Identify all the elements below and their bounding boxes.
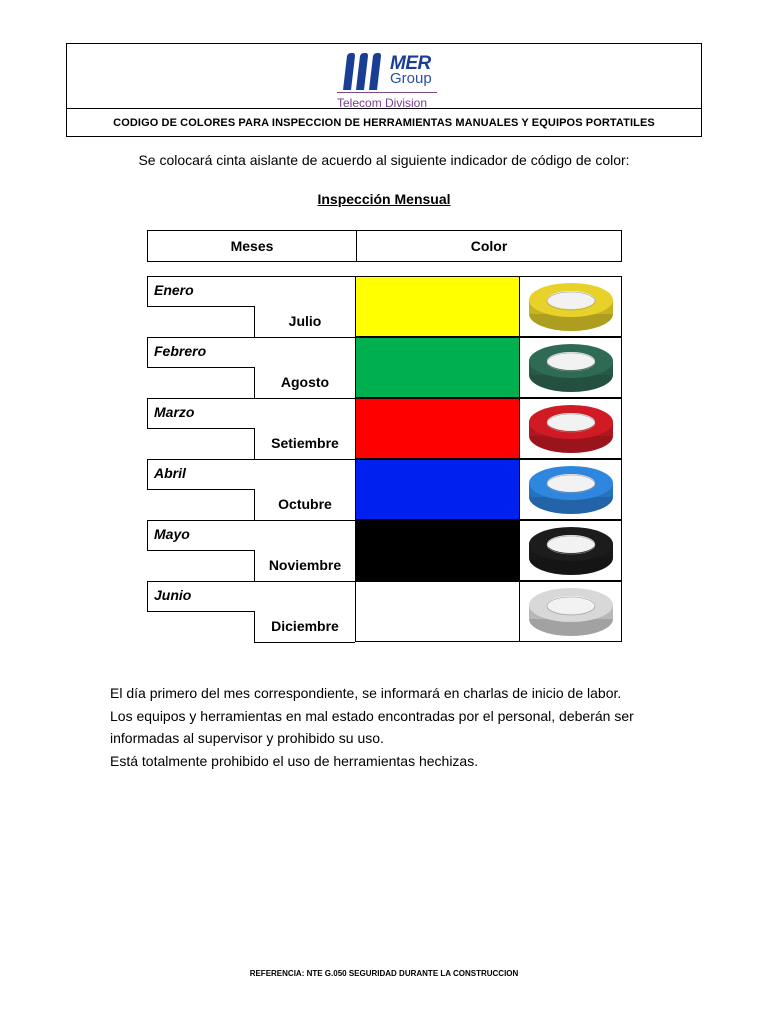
row-divider (147, 489, 255, 490)
white-tape-icon (526, 585, 616, 639)
table-row (147, 276, 622, 337)
row-divider (147, 581, 355, 582)
month-first-half: Enero (154, 282, 194, 298)
color-swatch (355, 337, 520, 398)
color-swatch (355, 398, 520, 459)
yellow-tape-icon (526, 280, 616, 334)
row-divider (147, 520, 355, 521)
table-row (147, 520, 622, 581)
intro-text: Se colocará cinta aislante de acuerdo al siguiente indicador de código de color: (138, 152, 630, 168)
footer-reference: REFERENCIA: NTE G.050 SEGURIDAD DURANTE LA CONSTRUCCION (249, 969, 519, 978)
logo-mer-text: MER (390, 53, 431, 74)
tape-cell (519, 581, 622, 642)
month-second-half: Octubre (278, 496, 332, 512)
blue-tape-icon (526, 463, 616, 517)
month-first-half: Mayo (154, 526, 190, 542)
month-second-half: Noviembre (268, 557, 342, 573)
row-divider (147, 276, 148, 307)
tape-cell (519, 459, 622, 520)
month-second-half: Setiembre (271, 435, 339, 451)
instructions (110, 682, 634, 772)
document-title: CODIGO DE COLORES PARA INSPECCION DE HERRAMIENTAS MANUALES Y EQUIPOS PORTATILES (67, 108, 701, 136)
row-divider (147, 276, 355, 277)
color-swatch (355, 459, 520, 520)
color-swatch (355, 581, 520, 642)
mer-logo-icon (337, 52, 389, 92)
table-header (147, 230, 622, 262)
black-tape-icon (526, 524, 616, 578)
table-bottom-line (254, 642, 355, 643)
row-divider (147, 306, 255, 307)
tape-cell (519, 398, 622, 459)
document-header (66, 43, 702, 137)
row-divider (147, 581, 148, 612)
month-first-half: Marzo (154, 404, 195, 420)
table-row (147, 337, 622, 398)
red-tape-icon (526, 402, 616, 456)
logo-division-text: Telecom Division (337, 96, 428, 110)
month-second-half: Diciembre (271, 618, 339, 634)
logo-divider (337, 92, 437, 93)
row-divider (147, 520, 148, 551)
month-first-half: Abril (154, 465, 186, 481)
row-divider (147, 611, 255, 612)
color-swatch (355, 276, 520, 337)
row-divider (147, 459, 355, 460)
table-row (147, 581, 622, 642)
row-divider (147, 550, 255, 551)
tape-cell (519, 276, 622, 337)
month-second-half: Agosto (280, 374, 330, 390)
row-divider (147, 428, 255, 429)
row-divider (147, 459, 148, 490)
table-row (147, 398, 622, 459)
section-title: Inspección Mensual (317, 191, 451, 207)
row-divider (147, 398, 355, 399)
green-tape-icon (526, 341, 616, 395)
logo-group-text: Group (390, 70, 432, 87)
color-code-table (147, 276, 622, 642)
row-divider (147, 337, 355, 338)
instruction-line: Está totalmente prohibido el uso de herramientas hechizas. (110, 752, 479, 769)
month-first-half: Febrero (154, 343, 207, 359)
table-row (147, 459, 622, 520)
company-logo (337, 48, 437, 110)
tape-cell (519, 337, 622, 398)
instruction-line: Los equipos y herramientas en mal estado encontradas por el personal, deberán ser (110, 707, 634, 724)
row-divider (147, 398, 148, 429)
instruction-line: El día primero del mes correspondiente, se informará en charlas de inicio de labor. (110, 685, 622, 701)
month-first-half: Junio (154, 587, 192, 603)
month-second-half: Julio (288, 313, 322, 329)
column-header-color: Color (470, 238, 508, 254)
row-divider (147, 337, 148, 368)
column-header-meses: Meses (148, 231, 357, 261)
row-divider (147, 367, 255, 368)
instruction-line: informadas al supervisor y prohibido su uso. (110, 730, 384, 747)
tape-cell (519, 520, 622, 581)
color-swatch (355, 520, 520, 581)
